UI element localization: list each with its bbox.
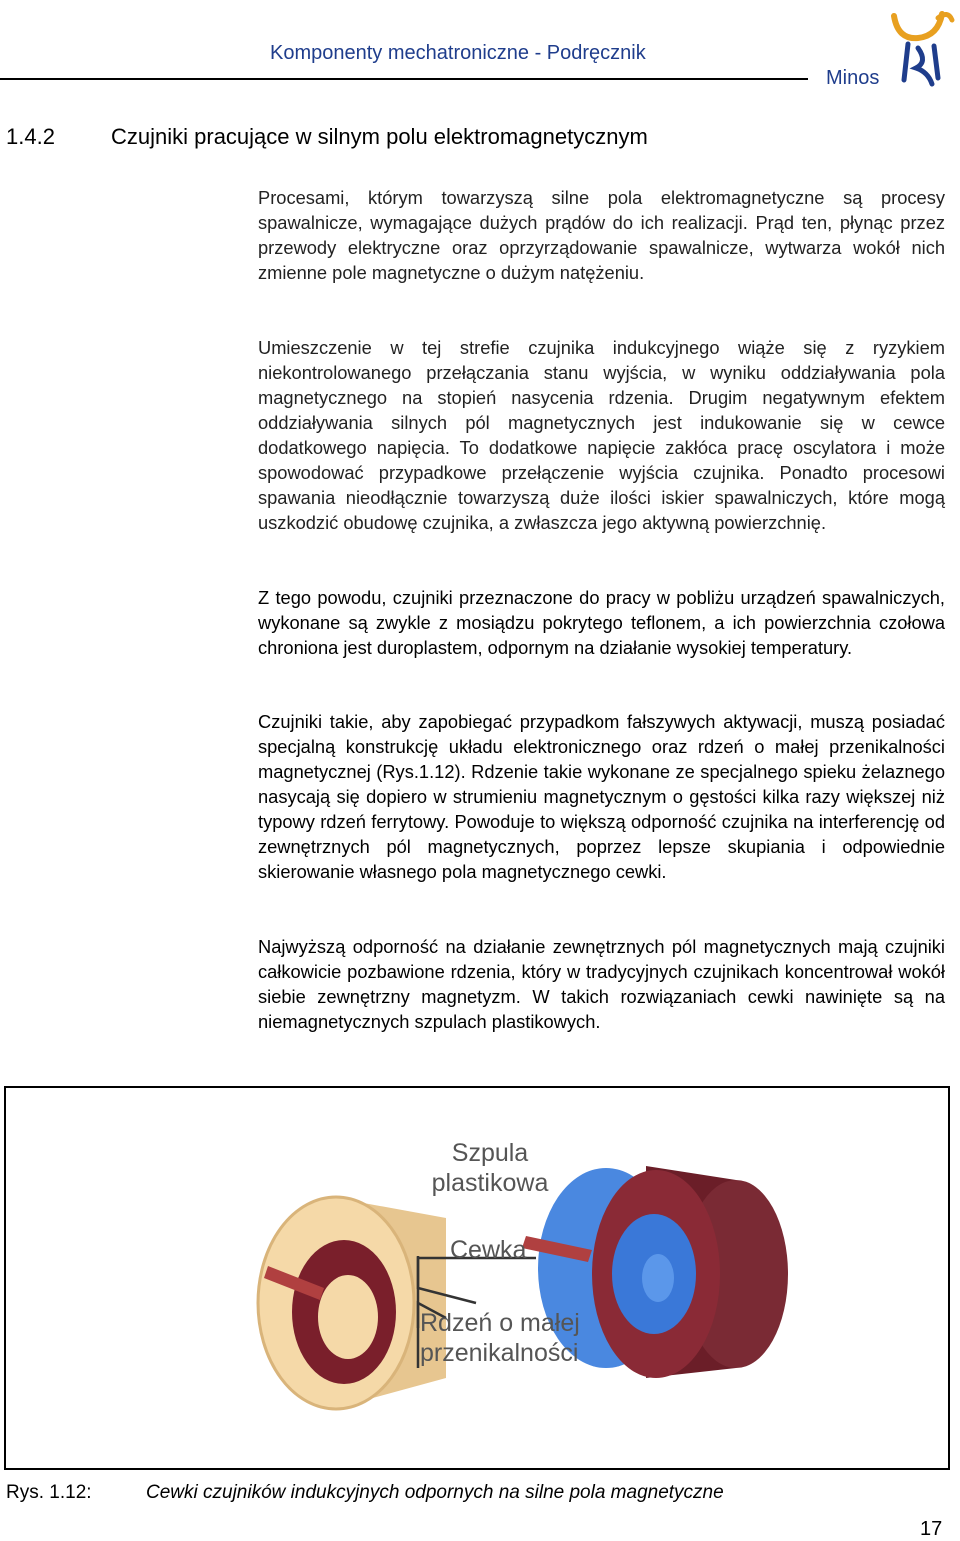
document-header-title: Komponenty mechatroniczne - Podręcznik <box>270 42 646 64</box>
section-number: 1.4.2 <box>6 124 55 149</box>
page-number: 17 <box>920 1518 943 1540</box>
paragraph: Czujniki takie, aby zapobiegać przypadkom fałszywych aktywacji, muszą posiadać specjalną konstrukcję układu elektronicznego oraz rdzeń o małej przenikalności magnetycznej (Rys.1.12). Rdzenie takie wykonane ze specjalnego spieku żelaznego nasycają się dopiero w strumieniu magnetycznym o gęstości kilka razy większej niż typowy rdzeń ferrytowy. Powoduje to większą odporność czujnika na interferencję od zewnętrznych pól magnetycznych, poprzez lepsze skupiania i odpowiednie skierowanie własnego pola magnetycznego cewki. <box>258 711 945 882</box>
paragraph: Umieszczenie w tej strefie czujnika indukcyjnego wiąże się z ryzykiem niekontrolowanego przełączania stanu wyjścia, w wyniku oddziaływania pola magnetycznego na stopień nasycenia rdzenia. Drugim negatywnym efektem oddziaływania silnych pól magnetycznych jest indukowanie się w cewce dodatkowego napięcia. To dodatkowe napięcie zakłóca pracę oscylatora i może spowodować przypadkowe przełączenie wyjścia czujnika. Ponadto procesowi spawania nieodłącznie towarzyszą duże ilości iskier spawalniczych, które mogą uszkodzić obudowę czujnika, a zwłaszcza jego aktywną powierzchnię. <box>258 337 945 533</box>
paragraph: Z tego powodu, czujniki przeznaczone do pracy w pobliżu urządzeń spawalniczych, wykonane są zwykle z mosiądzu pokrytego teflonem, a ich powierzchnia czołowa chroniona jest duroplastem, odpornym na działanie wysokiej temperatury. <box>258 587 945 658</box>
section-title: Czujniki pracujące w silnym polu elektromagnetycznym <box>111 124 648 149</box>
minos-logo-icon <box>888 6 956 88</box>
header-rule <box>0 78 808 80</box>
figure-caption-label: Rys. 1.12: <box>6 1482 92 1503</box>
label-coil: Cewka <box>450 1236 527 1264</box>
label-core: Rdzeń o małej przenikalności <box>420 1309 580 1367</box>
paragraph: Najwyższą odporność na działanie zewnętrznych pól magnetycznych mają czujniki całkowicie pozbawione rdzenia, który w tradycyjnych czujnikach koncentrował wokół siebie zewnętrzny magnetyzm. W takich rozwiązaniach cewki nawinięte są na niemagnetycznych szpulach plastikowych. <box>258 936 945 1032</box>
label-plastic-spool: Szpula plastikowa <box>431 1139 549 1197</box>
figure-caption-text: Cewki czujników indukcyjnych odpornych na silne pola magnetyczne <box>146 1482 724 1503</box>
paragraph: Procesami, którym towarzyszą silne pola elektromagnetyczne są procesy spawalnicze, wymagające dużych prądów do ich realizacji. Prąd ten, płynąc przez przewody elektryczne oraz oprzyrządowanie spawalnicze, wytwarza wokół nich zmienne pole magnetyczne o dużym natężeniu. <box>258 187 945 283</box>
header-brand: Minos <box>826 67 880 89</box>
